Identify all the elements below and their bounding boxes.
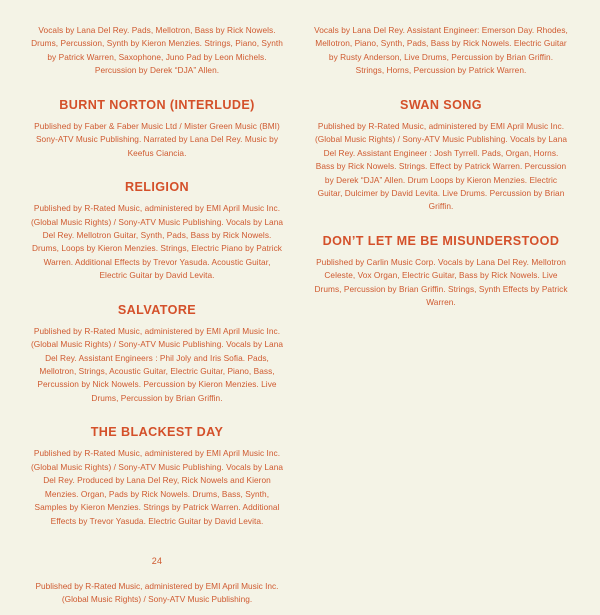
song-title-swan-song: SWAN SONG bbox=[400, 97, 482, 112]
two-column-layout bbox=[28, 24, 572, 615]
credit-text: Published by Faber & Faber Music Ltd / Mister Green Music (BMI) Sony-ATV Music Publishing. Narrated by Lana Del Rey. Music by Keefus Ciancia. bbox=[34, 120, 280, 158]
track-block-swan-song bbox=[312, 84, 570, 216]
track-block-the-blackest-day bbox=[28, 411, 286, 530]
song-title-the-blackest-day: THE BLACKEST DAY bbox=[90, 425, 224, 440]
credit-text: Published by R-Rated Music, administered by EMI April Music Inc. (Global Music Rights) / Sony-ATV Music Publishing. Vocals by Lana Del Rey. Produced by Lana Del Rey, Rick Nowels and Kieron Menzies. Organ, Pads by Rick Nowels. Drums, Bass, Synth, Samples by Kieron Menzies. Strings by Patrick Warren. Additional Effects by Trevor Yasuda. Electric Guitar by David Levita. bbox=[30, 448, 284, 526]
right-intro-credit-block bbox=[312, 24, 570, 80]
page-number: 24 bbox=[151, 555, 163, 566]
song-title-burnt-norton: BURNT NORTON (INTERLUDE) bbox=[59, 97, 255, 112]
credit-text: Published by R-Rated Music, administered by EMI April Music Inc. (Global Music Rights) / Sony-ATV Music Publishing. Vocals by Lana Del Rey. Assistant Engineers : Phil Joly and Iris Sofia. Pads, Mellotron, Strings, Acoustic Guitar, Electric Guitar, Piano, Bass, Percussion by Nick Nowels. Percussion by Kieron Menzies. Live Drums, Percussion by Brian Griffin. bbox=[30, 325, 284, 403]
credit-text: Published by R-Rated Music, administered by EMI April Music Inc. (Global Music Rights) / Sony-ATV Music Publishing. Vocals by Lana Del Rey. Mellotron Guitar, Synth, Pads, Bass by Rick Nowels. Drums, Loops by Kieron Menzies. Strings, Electric Piano by Patrick Warren. Additional Effects by Trevor Yasuda. Acoustic Guitar, Electric Guitar by David Levita. bbox=[30, 203, 284, 281]
track-block-dont-let-me-be-misunderstood bbox=[312, 220, 570, 312]
footer-credit-text: Published by R-Rated Music, administered by EMI April Music Inc. (Global Music Rights) / Sony-ATV Music Publishing. bbox=[35, 580, 279, 605]
track-block-religion bbox=[28, 166, 286, 285]
credit-text: Published by Carlin Music Corp. Vocals by Lana Del Rey. Mellotron Celeste, Vox Organ, Electric Guitar, Bass by Rick Nowels. Live Drums, Percussion by Brian Griffin. Strings, Synth Effects by Patrick Warren. bbox=[314, 256, 568, 308]
track-block-salvatore bbox=[28, 289, 286, 408]
credit-text: Vocals by Lana Del Rey. Pads, Mellotron, Bass by Rick Nowels. Drums, Percussion, Synth by Kieron Menzies. Strings, Piano, Synth by Patrick Warren, Saxophone, Juno Pad by Leon Michels. Percussion by Derek “DJA” Allen. bbox=[31, 25, 283, 76]
song-title-dont-let-me-be-misunderstood: DON’T LET ME BE MISUNDERSTOOD bbox=[322, 233, 560, 248]
credit-text: Published by R-Rated Music, administered by EMI April Music Inc. (Global Music Rights) / Sony-ATV Music Publishing. Vocals by Lana Del Rey. Assistant Engineer : Josh Tyrrell. Pads, Organ, Horns. Bass by Rick Nowels. Strings. Effect by Patrick Warren. Percussion by Derek “DJA” Allen. Drum Loops by Kieron Menzies. Electric Guitar, Dulcimer by David Levita. Live Drums. Percussion by Brian Griffin. bbox=[314, 120, 568, 212]
left-intro-credit-block bbox=[28, 24, 286, 80]
right-column bbox=[312, 24, 570, 316]
track-block-burnt-norton bbox=[28, 84, 286, 162]
song-title-salvatore: SALVATORE bbox=[117, 302, 197, 317]
credit-text: Vocals by Lana Del Rey. Assistant Engineer: Emerson Day. Rhodes, Mellotron, Piano, Synth, Pads, Bass by Rick Nowels. Electric Guitar by Rusty Anderson, Live Drums, Percussion by Brian Griffin. Strings, Horns, Percussion by Patrick Warren. bbox=[314, 25, 568, 76]
left-column bbox=[28, 24, 286, 615]
song-title-religion: RELIGION bbox=[124, 180, 190, 195]
